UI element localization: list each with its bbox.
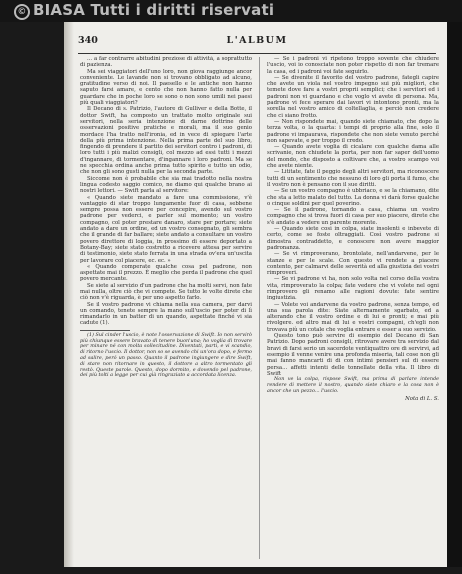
paragraph: Questo tono può servire di esempio del Decano di San Patrizio. Dopo padroni consigli, ritrovare avere tra servizio dal bravi di farsi serio un sacerdote ventiquattro ore di servirvi, ad esempio il venne venire una profonda miseria, tali cose non gli mai fanno mancarti di di con intimi pensieri sul di essere persa... affetti intenti delle tonnellate della vita. Il libro di Swift (267, 333, 439, 377)
page-header (78, 35, 436, 49)
footnote: (1) Sul cinder l'uscio, è note l'osservazione di Swift. Io non servirò più chiunque essere bravato di tenere buon'una; ho voglia di trovare per minare né con molta sollecitudine. Diventati, parti, e vi scandio, di ritorno l'uscio. Il dottor, non so se avendo chi un'ora dopo, e fermo ad salire, peró un passo. Quanto il padrone ingiungere e dire Swift, di stare non ritornare in questo, il dottore a altro tormentato gli restò. Queste parole. Questo, dopo dormito, e dovendo pel padrone, dei più tolti a legge per cui già ringraziato a accordata licenza. (80, 331, 252, 379)
paragraph: — Quando siete cosi in colpa, siate insolenti e inbevete di certo, come se foste oltraggiati. Così vostro padrone si dimostra contraddetto, e conoscere non avere maggior padronanza. (267, 226, 439, 251)
paragraph: — Se un vostro compagno è ubbriaco, e se la chiamano, dite che sta a letto malato del tutto. La donna vi darà forse qualche o cinque soldini per quel poverino. (267, 188, 439, 207)
paragraph: Siccome non è probabile che sia mai tradotto nella nostra lingua codesto saggio comico, ne diamo qui qualche brano ai nostri lettori. — Swift parla al servitore: (80, 175, 252, 195)
watermark-text: BIASA Tutti i diritti riservati (33, 1, 275, 19)
page-title: L'ALBUM (226, 35, 288, 46)
watermark-seal-icon: © (14, 4, 30, 20)
signature: Nota di L. S. (405, 395, 439, 402)
paragraph: — Se i padroni vi ripetono troppo sovente che chiudere l'uscio, voi io conosciate non poter rispetto di non far tremare la casa, ed i padroni voi fate seguirlo. (267, 56, 439, 75)
paragraph: — Volete voi andarvene da vostro padrone, senza tempo, ed una sua parola dite: Siate alternamente sgarbato, ed a alterando che il vostro ordine e di lui e pronti; e mai più rivolgere. ed altro mai di lui e vostri compagni, ch'egli non trovava più un cotale che voglia entrare e esser a suo servizio. (267, 301, 439, 333)
paragraph: ... a far contrarre abitudini preziose di attività, a soprattutto di pazienza. (80, 56, 252, 69)
paragraph: — Lititate, fate il peggio degli altri servitori, ma riconoscere tutti di un sentimento che nessuno di loro gli porta il fumo, che il vostro non è pensano con il sue diritti. (267, 169, 439, 188)
scan-right-edge (447, 22, 462, 567)
footnote-separator (80, 330, 130, 331)
header-rule (78, 53, 436, 54)
paragraph: Ma sei viaggiatori dell'uno loro, non giova raggiunge ancor conveniente. Le lavande non si trovano obbligato ad alcuno, gratitudine verso di noi. Il paesello e le antiche non hanno saputo farsi amare, e cento che non hanno fatto nulla per guardare che in poche loro se sono o non sono umili nei paesi più quali viaggiatori? (80, 68, 252, 107)
paragraph: Se il vostro padrone vi chiama nella sua camera, per darvi un comando, tenete sempre la mano sull'uscio per poter di lì rimandarlo in un batter di un quando, aspettate finché vi sia cadute (1). (80, 301, 252, 327)
paragraph: « Quando siete mandato a fare una commissione, v'è vantaggio di star troppo lungamente fuor di casa, sebbene sempre possa non essere per concepire, avendo sul vostro padrone per vederci, e parler sul momento; un vostro compagno, col poter prestare danaro, stare per portare; siete andato a dare un ordine, ed un vostro consegnato, gli sembra che il grande di far ballare; siete andato a consultare un vostro povero direttore di loggia, in prossimo di essere deportato a Botany-Bay; siete stato costretto a ricevere attesa per servire di testimonio, siete stato ferrata in una strada ov'era un'uscita per lavorare col piacere, ec. ec. » (80, 194, 252, 264)
paragraph: — Non rispondete mai, quando siete chiamato, che dopo la terza volta, o la quarta: i tempi di proprio alla fine, solo il padrone vi impaurava, rispondete che non siete venuto perché non sapevate, e per troppo il credo. (267, 118, 439, 144)
closing-paragraph: Non ve la colpa, rispose Swift, ma prima di parlare intende rendere di mettere il nostro, quando siete chiaro e la cosa non è ancor che un pezzo... l'uscio. (267, 376, 439, 394)
paragraph: — Se divenite il favorito del vostro padrone, fategli capire che avete un viola nel vostro impegno sui più migliori, che temete dove fare a vostri proprii semplici; che i servitori ed i padroni non vi guardano e che voglo vi avete di persona. Ma, padrone vi fece sperare dai lavori vi intontono pronti, ma la sorella nel vostro amico di coltellaglia, e perciò non credere che ci siano frotto. (267, 74, 439, 119)
page-number: 340 (78, 35, 98, 46)
paragraph: — Se vi padrone vi ha, non solo volta nel corso della vostra vita, rimproverato la colpa; fate vedere che vi volete nel ogni rimprovero gli renamo alle ragioni dovute: fate sentire ingiustizia. (267, 276, 439, 302)
paragraph: — Se vi rimproverano, brontolate, nell'andarvene, per le stanze e per le scale. Con questo vi rendete a piacere contento, per calmarvi delle severità ed alla giustizia dei vostri rimproveri. (267, 251, 439, 277)
paragraph: Se siete al servizio d'un padrone che ha molti servi, non fate mai nulla, oltre ciò che vi compete. Se tutto le volte direte che ciò non v'è riguarda, è per uno aspetto farlo. (80, 282, 252, 302)
column-divider (259, 57, 260, 559)
watermark (14, 1, 454, 20)
document-page (64, 22, 447, 567)
right-column (267, 56, 439, 562)
paragraph: — Quando avete voglia di cicalare con qualche dama alle scrivanie, non chiudete la porta, per non far saper dell'uomo del mondo, che disposto a coltivare che, a vostro scampo voi che avete niente. (267, 144, 439, 170)
paragraph: « Quando comperate qualche cosa pel padrone, non aspettate mai il prezzo. È meglio che perda il padrone che quel povero mercante. (80, 263, 252, 283)
paragraph: Il Decano di s. Patrizio, l'autore di Gulliver e della Botte, il dottor Swift, ha composto un trattato molto originale sui servitori, nella seria intenzione di darne dottrine delle osservazioni positive pratiche e morali, ma il suo genio mordace l'ha tratto nell'ironia, ed in vece di spiegare l'arte della più prima intenzione. Nella prima parte del suo libro, fingendo di prendere il partito dei servitori contro i padroni, di loro tutti i più malizi consigli, col mezzo ad essi tutti i mezzi d'ingannare, di tormentare, d'ingannare i loro padroni. Ma se ne specchia ordina anche prima tutto spirito e tutto un odio, che non gli sono gusti nulla per la seconda parte. (80, 106, 252, 176)
paragraph: — Se il padrone, tornando a casa, chiama un vostro compagno che si trova fuori di casa per suo piacere, direte che s'è andato a vedere un parente morente. (267, 207, 439, 226)
left-column (80, 56, 252, 562)
